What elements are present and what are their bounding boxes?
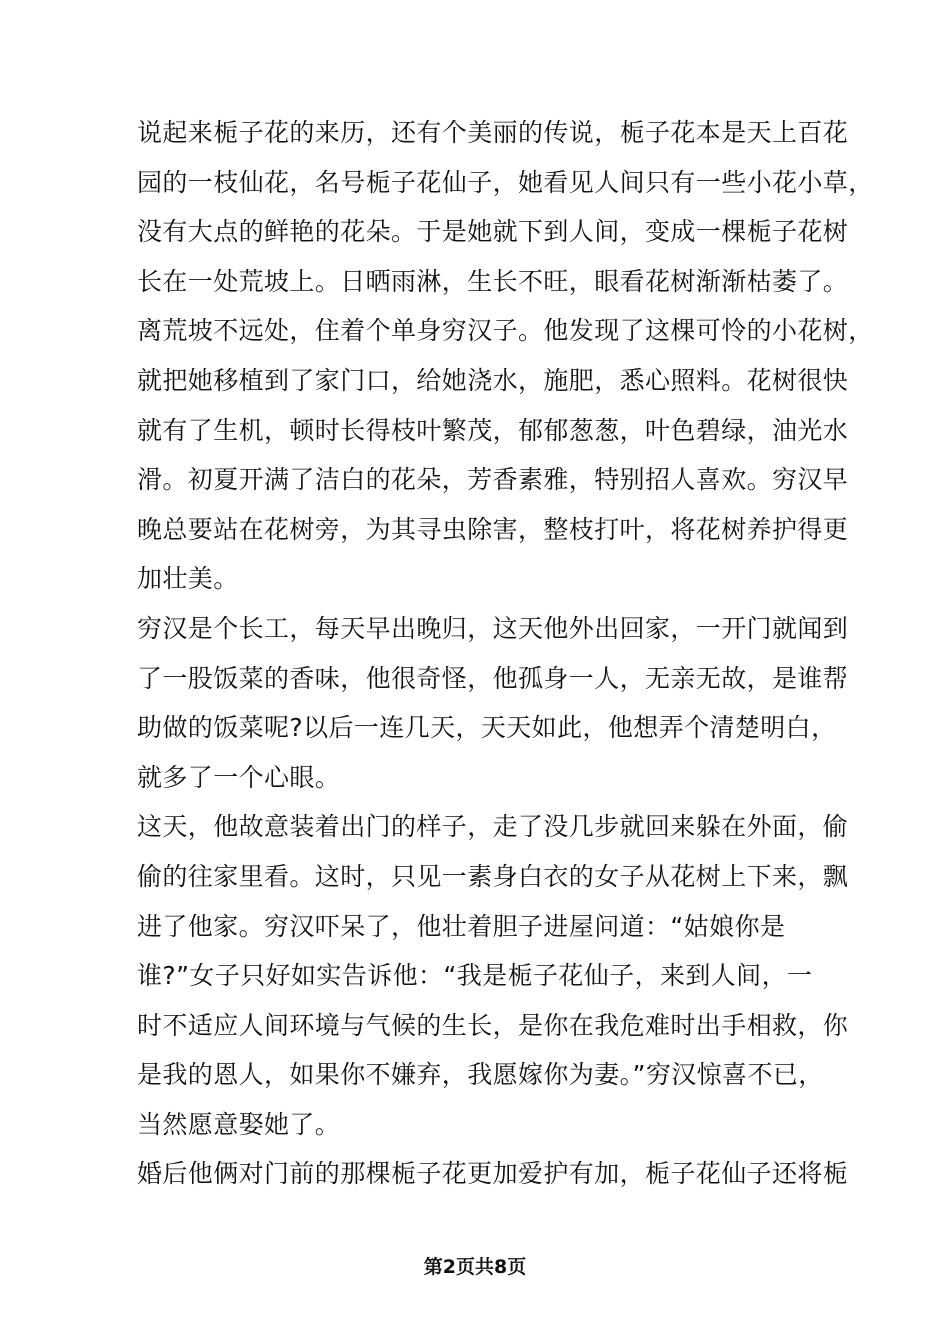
text-line: 进了他家。穷汉吓呆了，他壮着胆子进屋问道：“姑娘你是 — [137, 911, 786, 941]
text-line: 园的一枝仙花，名号栀子花仙子，她看见人间只有一些小花小草， — [137, 167, 874, 197]
text-line: 就多了一个心眼。 — [137, 762, 341, 792]
text-line: 穷汉是个长工，每天早出晚归，这天他外出回家，一开门就闻到 — [137, 613, 849, 643]
text-line: 助做的饭菜呢?以后一连几天，天天如此，他想弄个清楚明白， — [137, 713, 837, 743]
text-line: 婚后他俩对门前的那棵栀子花更加爱护有加，栀子花仙子还将栀 — [137, 1159, 849, 1189]
text-line: 就有了生机，顿时长得枝叶繁茂，郁郁葱葱，叶色碧绿，油光水 — [137, 415, 849, 445]
body-text — [137, 108, 874, 1199]
text-line: 了一股饭菜的香味，他很奇怪，他孤身一人，无亲无故，是谁帮 — [137, 663, 849, 693]
text-line: 时不适应人间环境与气候的生长，是你在我危难时出手相救，你 — [137, 1010, 849, 1040]
text-line: 就把她移植到了家门口，给她浇水，施肥，悉心照料。花树很快 — [137, 365, 849, 395]
text-line: 离荒坡不远处，住着个单身穷汉子。他发现了这棵可怜的小花树， — [137, 316, 874, 346]
text-line: 谁?”女子只好如实告诉他：“我是栀子花仙子，来到人间，一 — [137, 961, 813, 991]
text-line: 晚总要站在花树旁，为其寻虫除害，整枝打叶，将花树养护得更 — [137, 514, 849, 544]
text-line: 这天，他故意装着出门的样子，走了没几步就回来躲在外面，偷 — [137, 812, 849, 842]
text-line: 加壮美。 — [137, 564, 239, 594]
text-line: 偷的往家里看。这时，只见一素身白衣的女子从花树上下来，飘 — [137, 861, 849, 891]
text-line: 说起来栀子花的来历，还有个美丽的传说，栀子花本是天上百花 — [137, 118, 849, 147]
text-line: 是我的恩人，如果你不嫌弃，我愿嫁你为妻。”穷汉惊喜不已， — [137, 1060, 824, 1090]
text-line: 滑。初夏开满了洁白的花朵，芳香素雅，特别招人喜欢。穷汉早 — [137, 465, 849, 495]
page-number: 第2页共8页 — [423, 1256, 527, 1278]
text-line: 没有大点的鲜艳的花朵。于是她就下到人间，变成一棵栀子花树 — [137, 217, 849, 247]
text-line: 当然愿意娶她了。 — [137, 1109, 341, 1139]
text-line: 长在一处荒坡上。日晒雨淋，生长不旺，眼看花树渐渐枯萎了。 — [137, 266, 849, 296]
